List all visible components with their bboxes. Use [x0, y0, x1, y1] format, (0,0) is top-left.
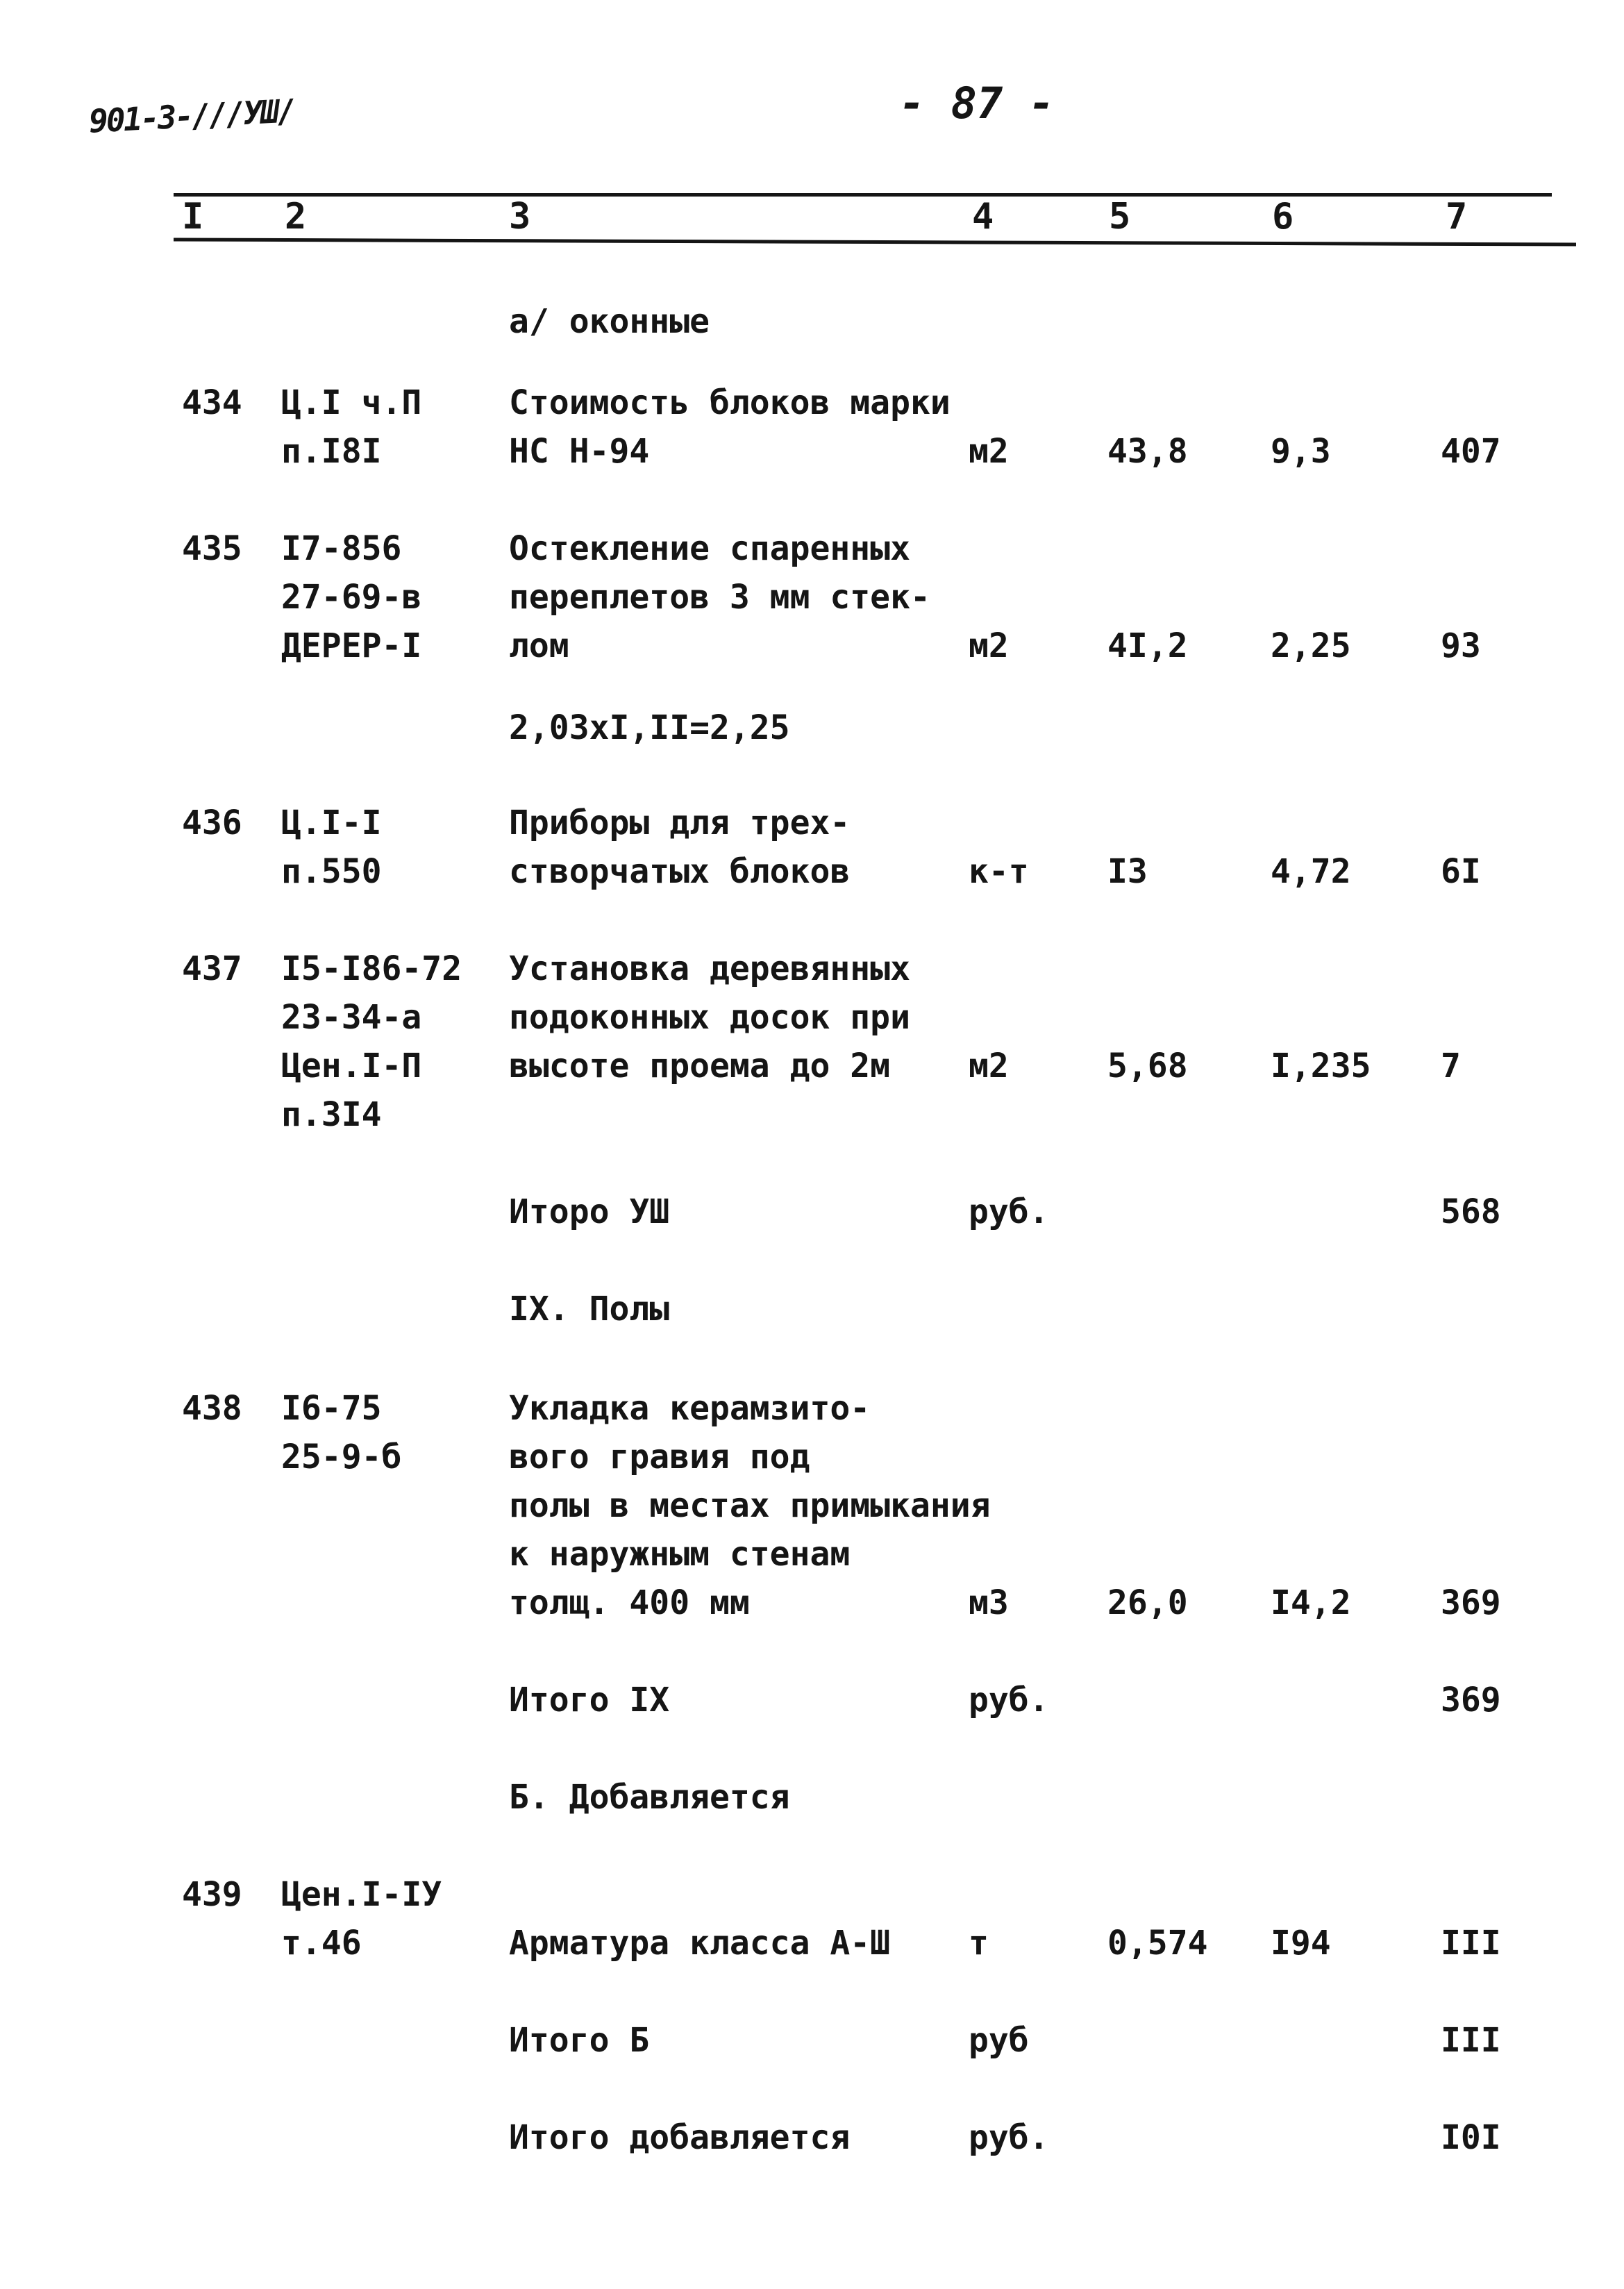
subtotal-value: III	[1441, 2021, 1501, 2060]
row-quantity: 4I,2	[1107, 626, 1188, 665]
row-code: п.3I4	[281, 1095, 382, 1134]
row-quantity: 43,8	[1107, 432, 1188, 471]
section-floors-heading: IX. Полы	[509, 1290, 670, 1329]
row-number: 436	[182, 804, 242, 842]
row-unit: т	[969, 1924, 989, 1963]
row-code: I6-75	[281, 1389, 382, 1428]
row-description: Приборы для трех-	[509, 804, 851, 842]
row-code: 27-69-в	[281, 578, 422, 617]
subtotal-unit: руб.	[969, 1192, 1049, 1231]
row-number: 437	[182, 949, 242, 988]
row-number: 434	[182, 383, 242, 422]
row-unit: м3	[969, 1583, 1009, 1622]
row-unit-price: 2,25	[1271, 626, 1351, 665]
row-number: 435	[182, 529, 242, 568]
row-unit: м2	[969, 626, 1009, 665]
row-code: I5-I86-72	[281, 949, 462, 988]
row-number: 439	[182, 1875, 242, 1914]
column-header-4: 4	[972, 196, 994, 238]
subtotal-unit: руб	[969, 2021, 1029, 2060]
row-description: Установка деревянных	[509, 949, 910, 988]
row-total: 407	[1441, 432, 1501, 471]
row-number: 438	[182, 1389, 242, 1428]
row-quantity: 5,68	[1107, 1047, 1188, 1085]
row-code: п.I8I	[281, 432, 382, 471]
row-total: 369	[1441, 1583, 1501, 1622]
row-description: вого гравия под	[509, 1438, 810, 1476]
row-total: III	[1441, 1924, 1501, 1963]
row-quantity: I3	[1107, 852, 1148, 891]
row-unit-price: I,235	[1271, 1047, 1371, 1085]
row-quantity: 0,574	[1107, 1924, 1208, 1963]
section-added-heading: Б. Добавляется	[509, 1778, 790, 1817]
row-calculation-note: 2,03xI,II=2,25	[509, 708, 790, 747]
row-description: створчатых блоков	[509, 852, 851, 891]
row-description: к наружным стенам	[509, 1535, 851, 1574]
column-header-7: 7	[1446, 196, 1468, 238]
subtotal-value: 369	[1441, 1681, 1501, 1720]
column-header-1: I	[182, 196, 204, 238]
document-stamp: 901-3-///УШ/	[87, 92, 296, 140]
row-description: полы в местах примыкания	[509, 1486, 991, 1525]
column-header-3: 3	[509, 196, 531, 238]
column-header-6: 6	[1272, 196, 1294, 238]
row-unit: к-т	[969, 852, 1029, 891]
row-code: т.46	[281, 1924, 362, 1963]
header-top-rule	[174, 193, 1552, 197]
row-code: п.550	[281, 852, 382, 891]
row-description: подоконных досок при	[509, 998, 910, 1037]
row-code: Ц.I-I	[281, 804, 382, 842]
row-code: Цен.I-IУ	[281, 1875, 442, 1914]
subtotal-value: 568	[1441, 1192, 1501, 1231]
row-code: Цен.I-П	[281, 1047, 422, 1085]
total-added-value: I0I	[1441, 2118, 1501, 2157]
row-description: Стоимость блоков марки	[509, 383, 951, 422]
subtotal-unit: руб.	[969, 1681, 1049, 1720]
row-unit-price: I94	[1271, 1924, 1331, 1963]
row-unit-price: 4,72	[1271, 852, 1351, 891]
total-added-label: Итого добавляется	[509, 2118, 851, 2157]
row-unit-price: 9,3	[1271, 432, 1331, 471]
total-added-unit: руб.	[969, 2118, 1049, 2157]
row-code: ДЕРЕР-I	[281, 626, 422, 665]
row-unit: м2	[969, 1047, 1009, 1085]
header-bottom-rule	[174, 238, 1576, 246]
column-header-2: 2	[285, 196, 307, 238]
page-number: - 87 -	[899, 78, 1055, 128]
section-windows-heading: а/ оконные	[509, 302, 710, 341]
row-description: Остекление спаренных	[509, 529, 910, 568]
row-description: НС Н-94	[509, 432, 650, 471]
row-total: 93	[1441, 626, 1481, 665]
subtotal-label: Итого IX	[509, 1681, 670, 1720]
row-unit: м2	[969, 432, 1009, 471]
subtotal-label: Иторо УШ	[509, 1192, 670, 1231]
row-description: лом	[509, 626, 569, 665]
row-description: толщ. 400 мм	[509, 1583, 750, 1622]
row-code: 23-34-а	[281, 998, 422, 1037]
row-description: Укладка керамзито-	[509, 1389, 871, 1428]
row-quantity: 26,0	[1107, 1583, 1188, 1622]
row-description: Арматура класса А-Ш	[509, 1924, 891, 1963]
column-header-5: 5	[1109, 196, 1131, 238]
row-description: высоте проема до 2м	[509, 1047, 891, 1085]
row-description: переплетов 3 мм стек-	[509, 578, 930, 617]
row-total: 6I	[1441, 852, 1481, 891]
subtotal-label: Итого Б	[509, 2021, 650, 2060]
row-total: 7	[1441, 1047, 1461, 1085]
row-unit-price: I4,2	[1271, 1583, 1351, 1622]
row-code: 25-9-б	[281, 1438, 402, 1476]
row-code: Ц.I ч.П	[281, 383, 422, 422]
row-code: I7-856	[281, 529, 402, 568]
